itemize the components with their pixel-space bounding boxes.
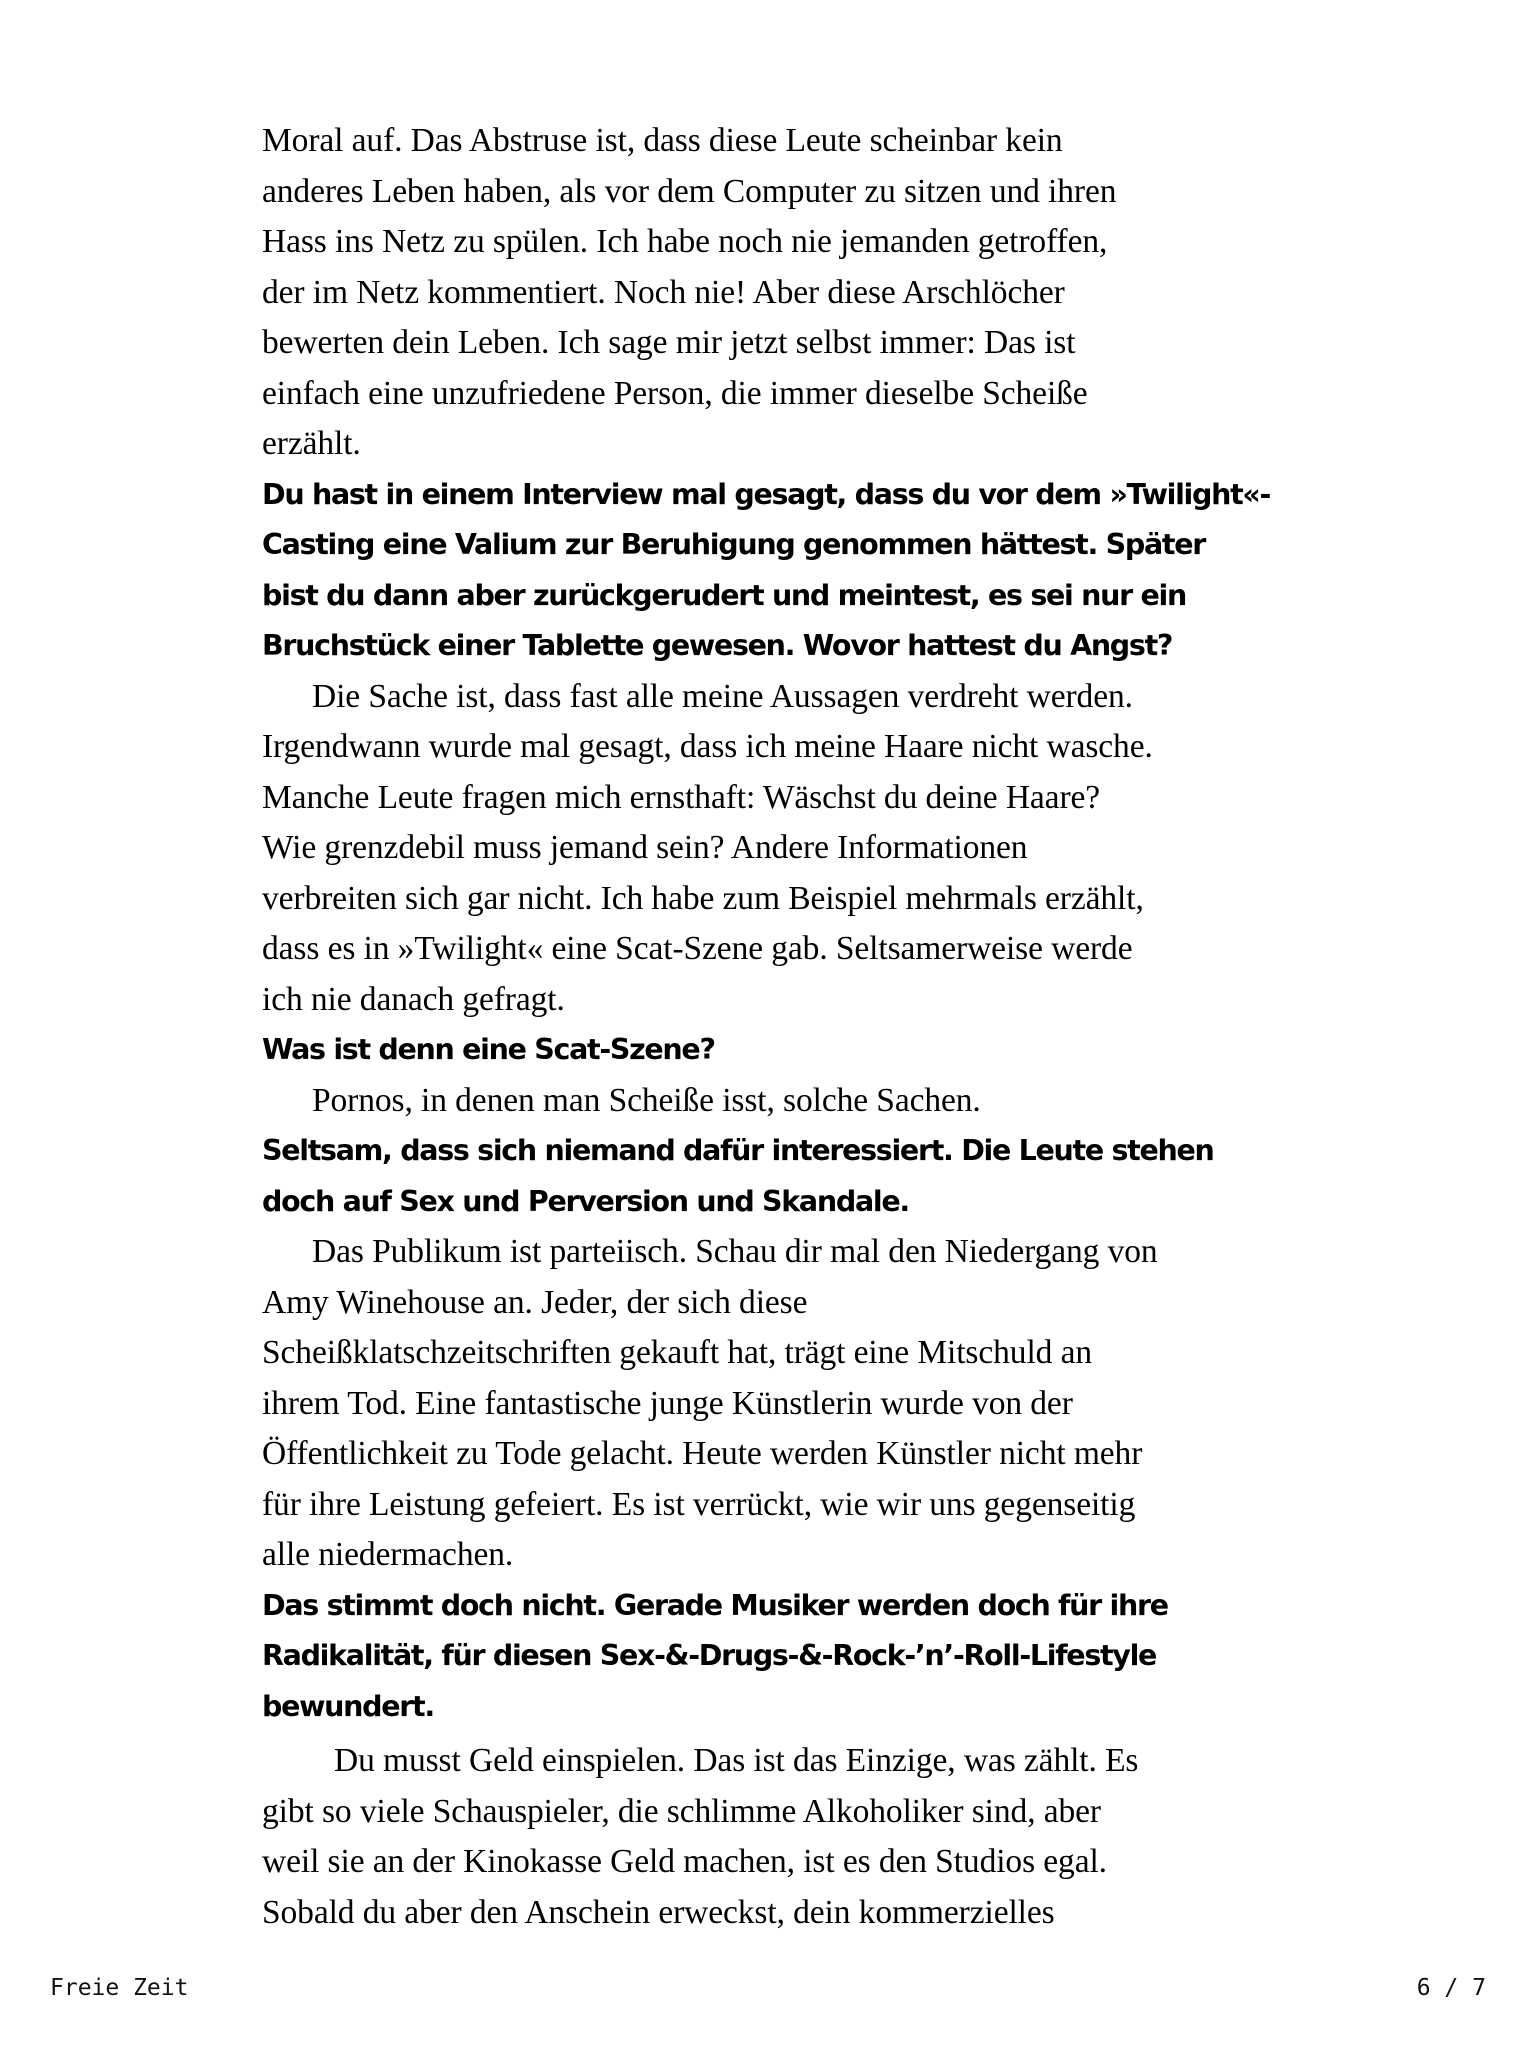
text-line: Das stimmt doch nicht. Gerade Musiker werden doch für ihre [262, 1588, 1168, 1622]
answer-paragraph [262, 672, 1292, 1026]
question-paragraph [262, 1126, 1292, 1227]
text-line: bewundert. [262, 1689, 434, 1723]
text-line: alle niedermachen. [262, 1536, 514, 1573]
text-line: Du musst Geld einspielen. Das ist das Einzige, was zählt. Es [334, 1742, 1139, 1779]
text-line: anderes Leben haben, als vor dem Computer zu sitzen und ihren [262, 172, 1117, 210]
answer-paragraph [262, 1736, 1292, 1938]
text-line: ihrem Tod. Eine fantastische junge Künstlerin wurde von der [262, 1384, 1073, 1422]
page-current: 6 [1416, 1975, 1431, 2001]
text-line: Amy Winehouse an. Jeder, der sich diese [262, 1283, 808, 1321]
text-line: Radikalität, für diesen Sex-&-Drugs-&-Rock-’n’-Roll-Lifestyle [262, 1639, 1157, 1672]
question-paragraph [262, 1025, 1292, 1076]
answer-paragraph [262, 116, 1292, 470]
text-line: bist du dann aber zurückgerudert und meintest, es sei nur ein [262, 578, 1186, 612]
text-line: Casting eine Valium zur Beruhigung genommen hättest. Später [262, 528, 1205, 561]
text-line: Bruchstück einer Tablette gewesen. Wovor hattest du Angst? [262, 629, 1173, 662]
text-line: Manche Leute fragen mich ernsthaft: Wäschst du deine Haare? [262, 778, 1101, 816]
page-separator: / [1444, 1975, 1459, 2001]
text-line: bewerten dein Leben. Ich sage mir jetzt selbst immer: Das ist [262, 324, 1076, 361]
text-line: gibt so viele Schauspieler, die schlimme Alkoholiker sind, aber [262, 1792, 1101, 1830]
text-line: dass es in »Twilight« eine Scat-Szene gab. Seltsamerweise werde [262, 930, 1133, 967]
text-line: Sobald du aber den Anschein erweckst, dein kommerzielles [262, 1893, 1055, 1931]
text-line: Du hast in einem Interview mal gesagt, dass du vor dem »Twilight«- [262, 477, 1271, 511]
text-line: der im Netz kommentiert. Noch nie! Aber diese Arschlöcher [262, 273, 1065, 311]
text-line: einfach eine unzufriedene Person, die immer dieselbe Scheiße [262, 374, 1088, 412]
text-line: Seltsam, dass sich niemand dafür interessiert. Die Leute stehen [262, 1134, 1214, 1167]
text-line: verbreiten sich gar nicht. Ich habe zum Beispiel mehrmals erzählt, [262, 879, 1144, 917]
text-line: doch auf Sex und Perversion und Skandale. [262, 1184, 909, 1218]
text-line: Öffentlichkeit zu Tode gelacht. Heute werden Künstler nicht mehr [262, 1435, 1143, 1472]
text-line: erzählt. [262, 425, 361, 462]
text-line: ich nie danach gefragt. [262, 980, 565, 1018]
text-line: Das Publikum ist parteiisch. Schau dir mal den Niedergang von [312, 1233, 1158, 1270]
text-line: Wie grenzdebil muss jemand sein? Andere Informationen [262, 829, 1028, 866]
question-paragraph [262, 470, 1292, 672]
answer-paragraph [262, 1076, 1292, 1127]
text-line: Hass ins Netz zu spülen. Ich habe noch nie jemanden getroffen, [262, 223, 1108, 260]
footer-section-title: Freie Zeit [50, 1975, 189, 2001]
answer-paragraph [262, 1227, 1292, 1581]
text-line: Scheißklatschzeitschriften gekauft hat, trägt eine Mitschuld an [262, 1334, 1092, 1371]
question-paragraph [262, 1581, 1292, 1733]
page-total: 7 [1472, 1975, 1486, 2001]
text-line: Die Sache ist, dass fast alle meine Aussagen verdreht werden. [312, 677, 1133, 715]
article-body [262, 116, 1292, 1938]
text-line: Moral auf. Das Abstruse ist, dass diese Leute scheinbar kein [262, 122, 1063, 159]
text-line: Pornos, in denen man Scheiße isst, solche Sachen. [312, 1081, 981, 1119]
text-line: weil sie an der Kinokasse Geld machen, ist es den Studios egal. [262, 1843, 1107, 1880]
page-indicator [1417, 1975, 1486, 2001]
text-line: für ihre Leistung gefeiert. Es ist verrückt, wie wir uns gegenseitig [262, 1485, 1136, 1523]
text-line: Was ist denn eine Scat-Szene? [262, 1033, 715, 1066]
text-line: Irgendwann wurde mal gesagt, dass ich meine Haare nicht wasche. [262, 728, 1153, 765]
